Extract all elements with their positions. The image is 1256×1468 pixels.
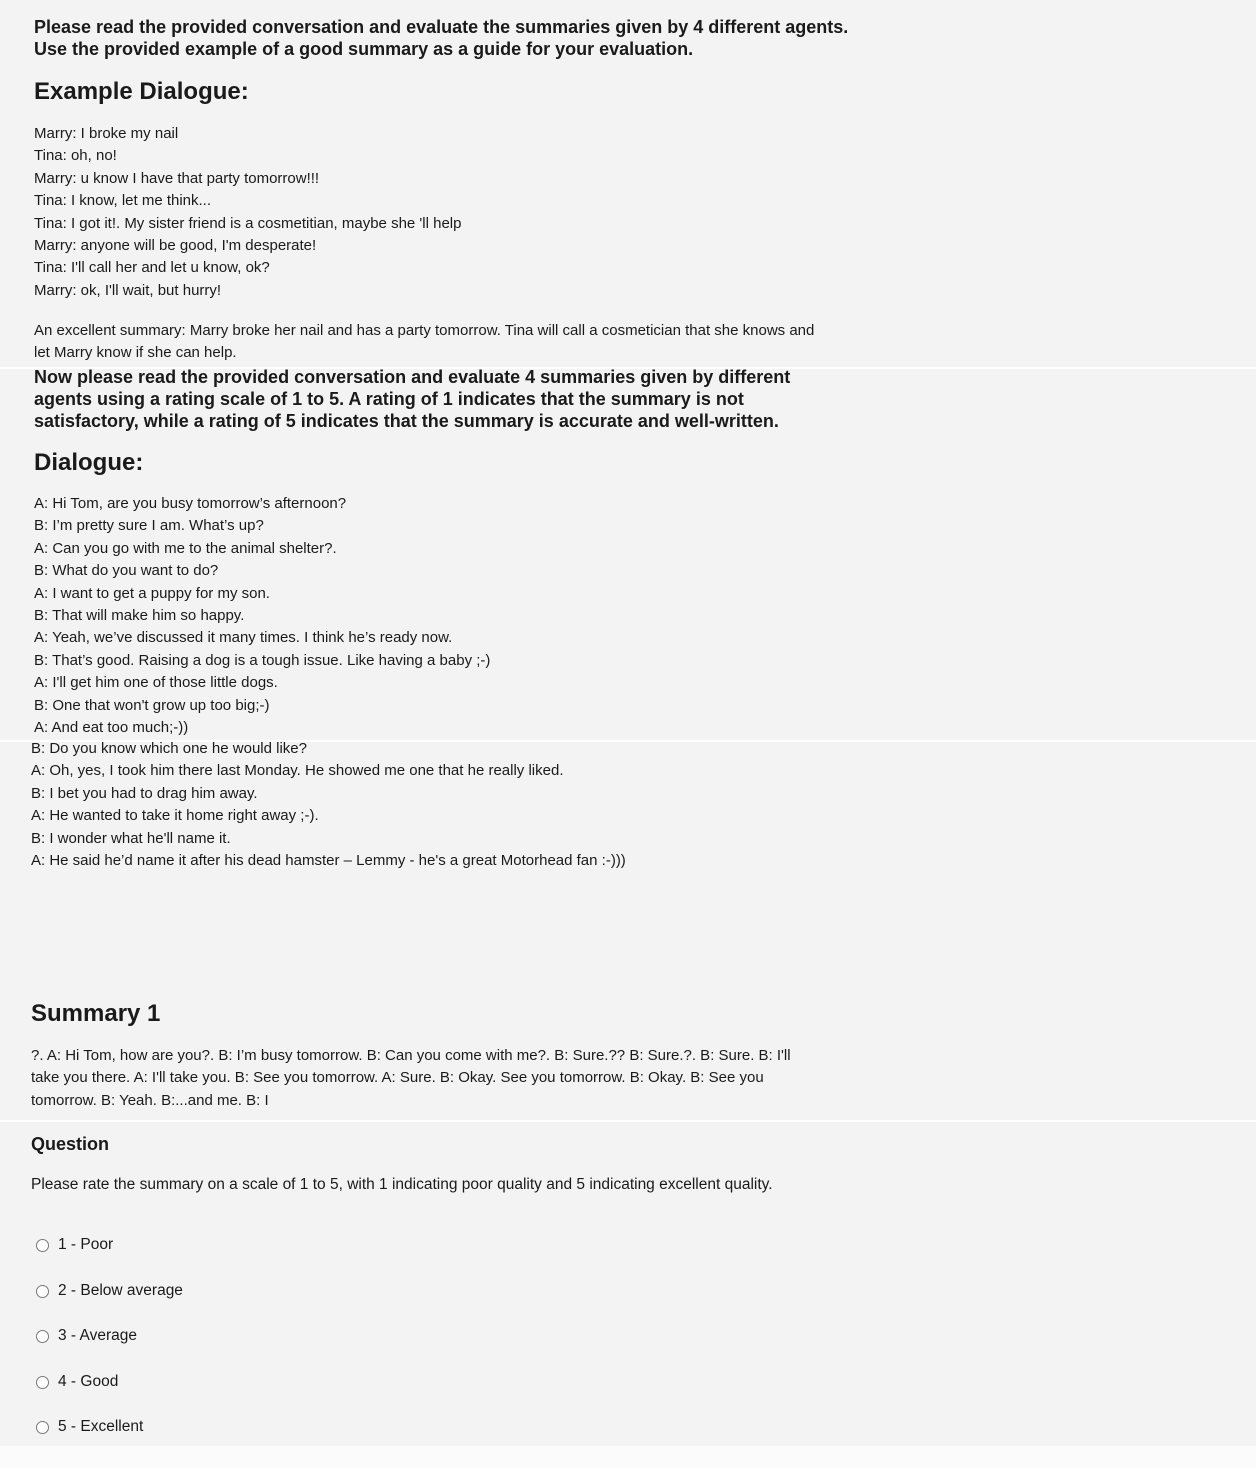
rating-option-label: 3 - Average [58, 1327, 137, 1344]
radio-button[interactable] [36, 1421, 49, 1434]
dialogue-line: A: He said he’d name it after his dead hamster – Lemmy - he's a great Motorhead fan :-))) [31, 852, 626, 870]
dialogue-line: Tina: I know, let me think... [34, 192, 212, 210]
example-dialogue-lines [34, 123, 461, 302]
summary-line-2: take you there. A: I'll take you. B: See you tomorrow. A: Sure. B: Okay. See you tomorrow. B: Okay. B: See you [31, 1069, 764, 1087]
dialogue-line: Tina: I got it!. My sister friend is a cosmetitian, maybe she 'll help [34, 214, 462, 232]
dialogue-line: A: Yeah, we’ve discussed it many times. I think he’s ready now. [34, 629, 453, 647]
rating-option-label: 1 - Poor [58, 1236, 114, 1253]
dialogue-line: B: That will make him so happy. [34, 607, 245, 625]
dialogue-line: A: I want to get a puppy for my son. [34, 584, 270, 602]
example-summary-line-2: let Marry know if she can help. [34, 344, 237, 362]
dialogue-line: A: And eat too much;-)) [34, 719, 189, 737]
example-panel [0, 0, 1256, 367]
dialogue-line: B: What do you want to do? [34, 562, 219, 580]
dialogue-line: B: Do you know which one he would like? [31, 740, 307, 757]
rating-option-label: 5 - Excellent [58, 1418, 144, 1435]
rating-option-5[interactable] [36, 1418, 143, 1436]
example-summary [34, 320, 814, 365]
rating-option-2[interactable] [36, 1282, 183, 1300]
dialogue-line: Tina: oh, no! [34, 147, 117, 165]
dialogue-line: Marry: anyone will be good, I'm desperate! [34, 237, 317, 255]
dialogue-line: Tina: I'll call her and let u know, ok? [34, 259, 270, 277]
dialogue-line: B: I’m pretty sure I am. What’s up? [34, 517, 264, 535]
rating-option-label: 2 - Below average [58, 1282, 183, 1299]
radio-button[interactable] [36, 1376, 49, 1389]
task-line-3: satisfactory, while a rating of 5 indicates that the summary is accurate and well-written. [34, 411, 779, 431]
dialogue-line: A: I'll get him one of those little dogs. [34, 674, 278, 692]
dialogue-line: A: Can you go with me to the animal shelter?. [34, 539, 337, 557]
dialogue-heading: Dialogue: [34, 449, 144, 476]
rating-option-1[interactable] [36, 1236, 113, 1254]
example-summary-line-1: An excellent summary: Marry broke her nail and has a party tomorrow. Tina will call a cosmetician that she knows and [34, 322, 815, 339]
instructions-line-2: Use the provided example of a good summary as a guide for your evaluation. [34, 39, 694, 59]
instructions-line-1: Please read the provided conversation and evaluate the summaries given by 4 different agents. [34, 17, 849, 37]
dialogue-panel [0, 369, 1256, 740]
dialogue-line: A: Hi Tom, are you busy tomorrow’s afternoon? [34, 495, 347, 512]
dialogue-line: B: One that won't grow up too big;-) [34, 696, 270, 714]
summary-panel [0, 742, 1256, 1120]
radio-button[interactable] [36, 1330, 49, 1343]
dialogue-line: Marry: I broke my nail [34, 125, 179, 142]
question-panel [0, 1122, 1256, 1446]
dialogue-line: B: That’s good. Raising a dog is a tough issue. Like having a baby ;-) [34, 651, 491, 669]
radio-button[interactable] [36, 1285, 49, 1298]
question-prompt: Please rate the summary on a scale of 1 to 5, with 1 indicating poor quality and 5 indicating excellent quality. [31, 1176, 773, 1193]
dialogue-line: B: I wonder what he'll name it. [31, 829, 231, 847]
dialogue-line: Marry: ok, I'll wait, but hurry! [34, 281, 222, 299]
rating-option-3[interactable] [36, 1327, 137, 1345]
dialogue-line: A: Oh, yes, I took him there last Monday. He showed me one that he really liked. [31, 762, 564, 780]
page-bottom-edge [0, 1446, 1256, 1468]
task-line-2: agents using a rating scale of 1 to 5. A rating of 1 indicates that the summary is not [34, 389, 744, 409]
radio-button[interactable] [36, 1239, 49, 1252]
summary-heading: Summary 1 [31, 1000, 161, 1027]
summary-line-3: tomorrow. B: Yeah. B:...and me. B: I [31, 1091, 269, 1109]
rating-option-4[interactable] [36, 1373, 118, 1391]
dialogue-lines [34, 493, 490, 739]
dialogue-line: Marry: u know I have that party tomorrow!!! [34, 169, 320, 187]
summary-text [31, 1045, 791, 1112]
rating-option-label: 4 - Good [58, 1373, 119, 1390]
summary-line-1: ?. A: Hi Tom, how are you?. B: I’m busy tomorrow. B: Can you come with me?. B: Sure.?? B: Sure.?. B: Sure. B: I'll [31, 1047, 791, 1064]
task-line-1: Now please read the provided conversation and evaluate 4 summaries given by different [34, 367, 791, 387]
question-label: Question [31, 1134, 110, 1154]
example-dialogue-heading: Example Dialogue: [34, 78, 249, 105]
dialogue-line: A: He wanted to take it home right away ;-). [31, 807, 319, 825]
dialogue-line: B: I bet you had to drag him away. [31, 784, 258, 802]
dialogue-lines-continued [31, 738, 626, 872]
